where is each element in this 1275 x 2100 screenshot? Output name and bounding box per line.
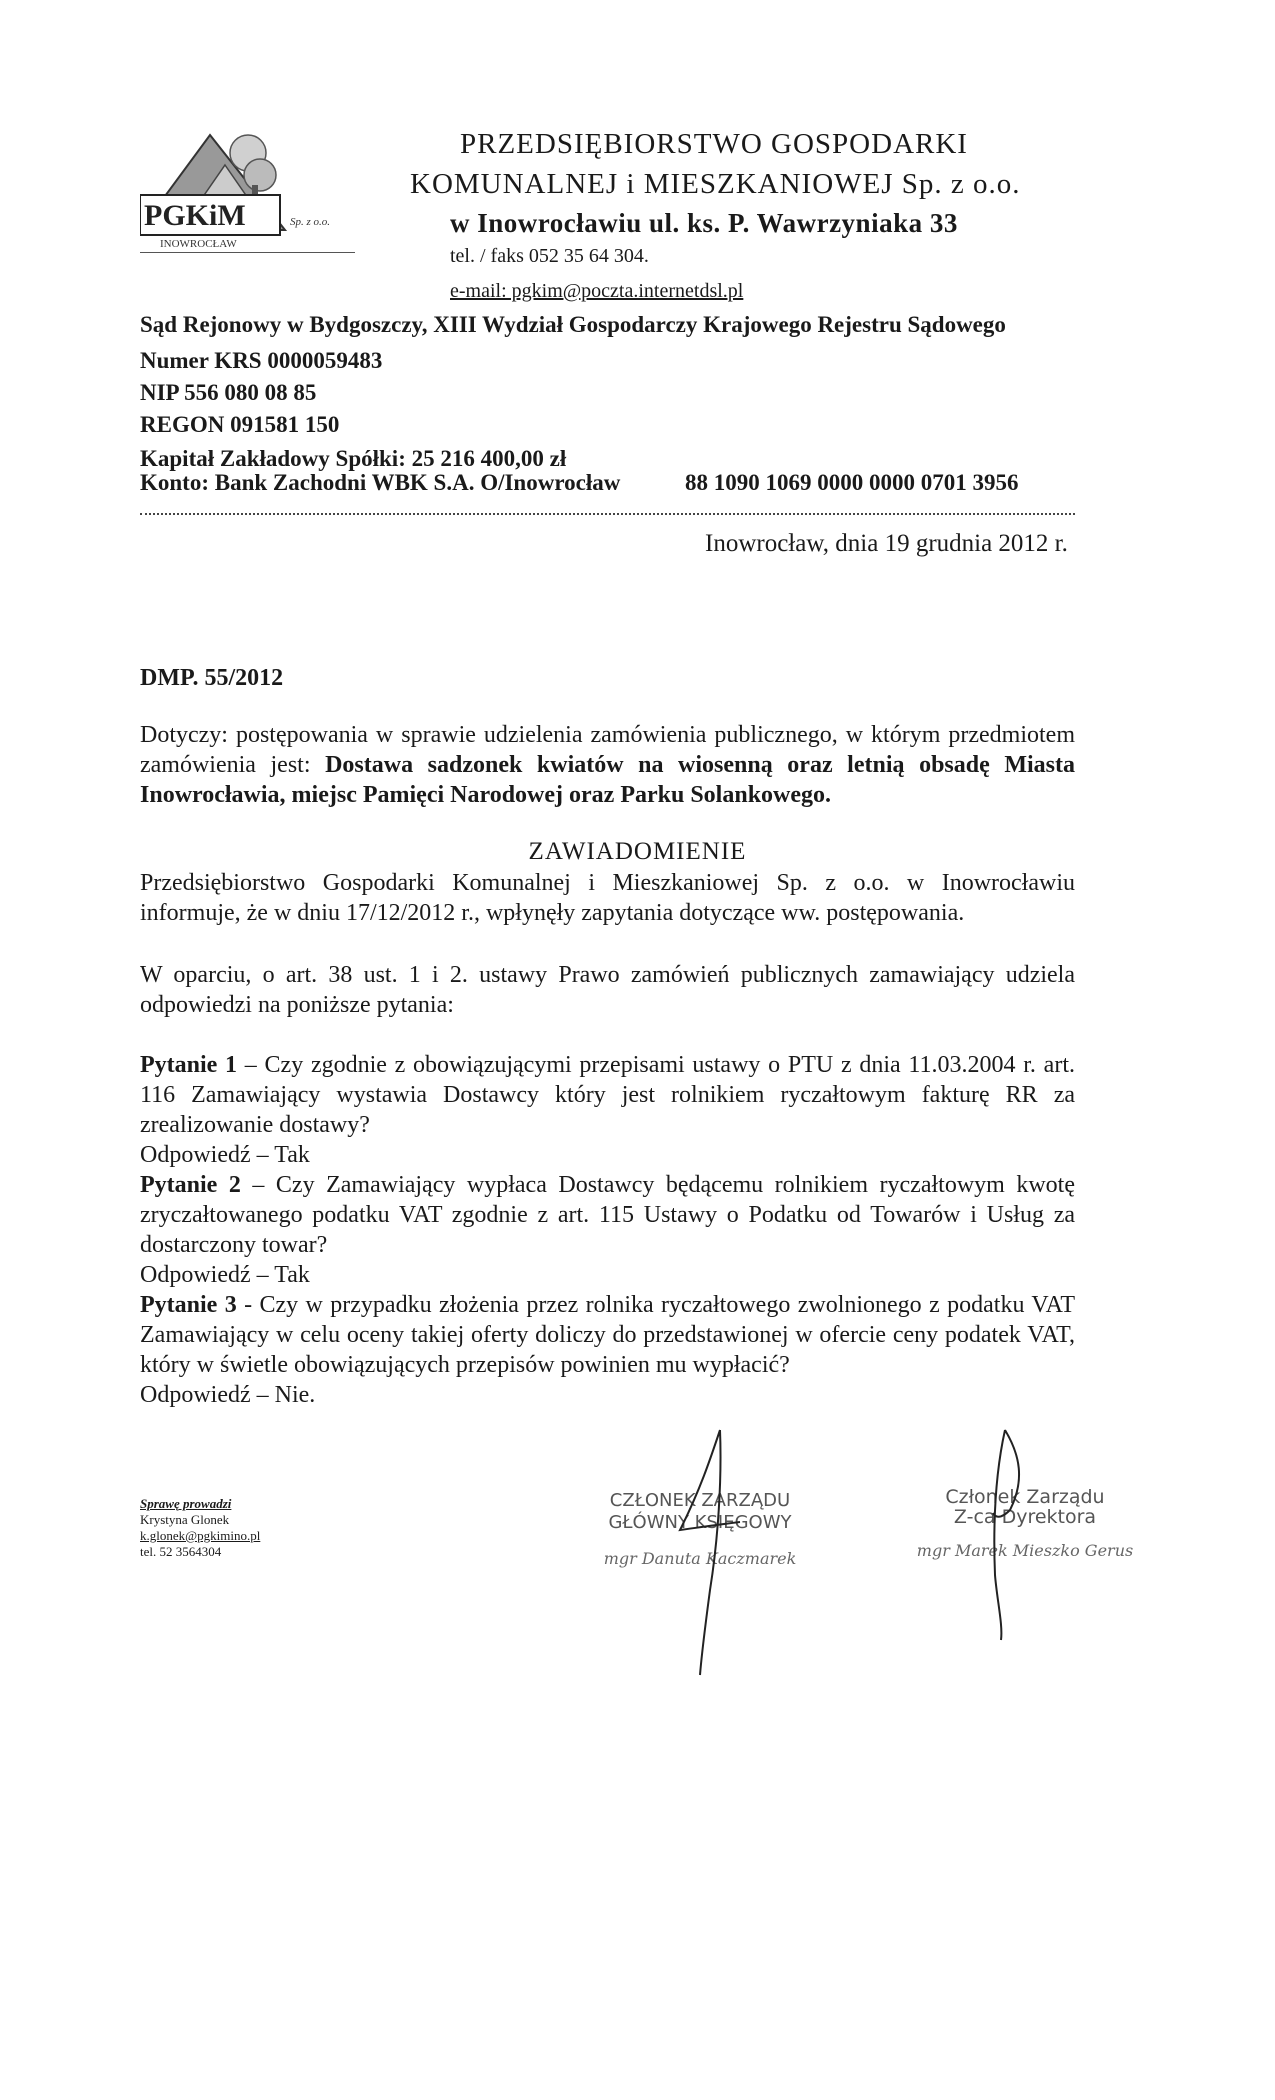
logo-text: PGKiM <box>144 199 246 232</box>
answer-1: Odpowiedź – Tak <box>140 1142 310 1168</box>
court-registration: Sąd Rejonowy w Bydgoszczy, XIII Wydział Gospodarczy Krajowego Rejestru Sądowego <box>140 312 1006 337</box>
question-1 <box>140 1050 1075 1140</box>
reference-number: DMP. 55/2012 <box>140 665 284 691</box>
contact-email[interactable]: k.glonek@pgkimino.pl <box>140 1528 261 1543</box>
question-3 <box>140 1290 1075 1380</box>
nip-number: NIP 556 080 08 85 <box>140 380 317 405</box>
answer-2: Odpowiedź – Tak <box>140 1262 310 1288</box>
contact-name: Krystyna Glonek <box>140 1512 230 1527</box>
account-number: 88 1090 1069 0000 0000 0701 3956 <box>685 470 1019 495</box>
question-2 <box>140 1170 1075 1260</box>
question-label: Pytanie 1 <box>140 1052 238 1078</box>
intro-paragraph: Przedsiębiorstwo Gospodarki Komunalnej i Mieszkaniowej Sp. z o.o. w Inowrocławiu informuje, że w dniu 17/12/2012 r., wpłynęły zapytania dotyczące ww. postępowania. <box>140 870 1075 926</box>
header-divider <box>140 513 1075 515</box>
stamp-name: mgr Marek Mieszko Gerus <box>916 1541 1134 1560</box>
share-capital: Kapitał Zakładowy Spółki: 25 216 400,00 zł <box>140 446 567 471</box>
stamp-line1: CZŁONEK ZARZĄDU <box>609 1490 791 1511</box>
subject-bold: Dostawa sadzonek kwiatów na wiosenną oraz letnią obsadę Miasta Inowrocławia, miejsc Pamięci Narodowej oraz Parku Solankowego. <box>140 752 1075 808</box>
signature-right <box>965 1425 1055 1645</box>
company-address: w Inowrocławiu ul. ks. P. Wawrzyniaka 33 <box>450 208 958 238</box>
company-phone: tel. / faks 052 35 64 304. <box>450 245 649 267</box>
stamp-line2: Z-ca Dyrektora <box>953 1506 1097 1528</box>
company-name-line2: KOMUNALNEJ i MIESZKANIOWEJ Sp. z o.o. <box>410 168 1021 200</box>
document-title: ZAWIADOMIENIE <box>528 838 747 865</box>
question-text: – Czy zgodnie z obowiązującymi przepisami ustawy o PTU z dnia 11.03.2004 r. art. 116 Zamawiający wystawia Dostawcy który jest rolnikiem ryczałtowym fakturę RR za zrealizowanie dostawy? <box>140 1052 1075 1138</box>
question-label: Pytanie 3 <box>140 1292 237 1318</box>
bank-name: Konto: Bank Zachodni WBK S.A. O/Inowrocław <box>140 470 621 495</box>
contact-phone: tel. 52 3564304 <box>140 1544 222 1559</box>
subject-paragraph <box>140 720 1075 810</box>
legal-basis-paragraph: W oparciu, o art. 38 ust. 1 i 2. ustawy Prawo zamówień publicznych zamawiający udziela odpowiedzi na poniższe pytania: <box>140 962 1075 1018</box>
company-email[interactable]: e-mail: pgkim@poczta.internetdsl.pl <box>450 280 744 302</box>
company-name-line1: PRZEDSIĘBIORSTWO GOSPODARKI <box>460 128 968 160</box>
logo-sub: Sp. z o.o. <box>290 216 331 228</box>
subject-prefix: Dotyczy: postępowania w sprawie udzielenia zamówienia publicznego, w którym przedmiotem zamówienia jest: <box>140 722 1075 778</box>
stamp-line1: Członek Zarządu <box>945 1486 1105 1508</box>
logo-city: INOWROCŁAW <box>160 238 237 250</box>
regon-number: REGON 091581 150 <box>140 412 340 437</box>
letter-date: Inowrocław, dnia 19 grudnia 2012 r. <box>705 530 1068 557</box>
krs-number: Numer KRS 0000059483 <box>140 348 383 373</box>
question-text: – Czy Zamawiający wypłaca Dostawcy będącemu rolnikiem ryczałtowym kwotę zryczałtowanego podatku VAT zgodnie z art. 115 Ustawy o Podatku od Towarów i Usług za dostarczony towar? <box>140 1172 1075 1258</box>
contact-heading: Sprawę prowadzi <box>140 1496 232 1511</box>
bank-account <box>140 470 1019 496</box>
stamp-name: mgr Danuta Kaczmarek <box>603 1549 797 1568</box>
question-text: - Czy w przypadku złożenia przez rolnika ryczałtowego zwolnionego z podatku VAT Zamawiający w celu oceny takiej oferty doliczy do przedstawionej w ofercie ceny podatek VAT, który w świetle obowiązujących przepisów powinien mu wypłacić? <box>140 1292 1075 1378</box>
question-label: Pytanie 2 <box>140 1172 241 1198</box>
stamp-line2: GŁÓWNY KSIĘGOWY <box>608 1512 792 1533</box>
company-logo <box>140 125 350 255</box>
answer-3: Odpowiedź – Nie. <box>140 1382 316 1408</box>
contact-block <box>140 1496 260 1560</box>
logo-underline <box>140 252 355 253</box>
signature-left <box>640 1420 770 1680</box>
questions-answers <box>140 1050 1075 1410</box>
